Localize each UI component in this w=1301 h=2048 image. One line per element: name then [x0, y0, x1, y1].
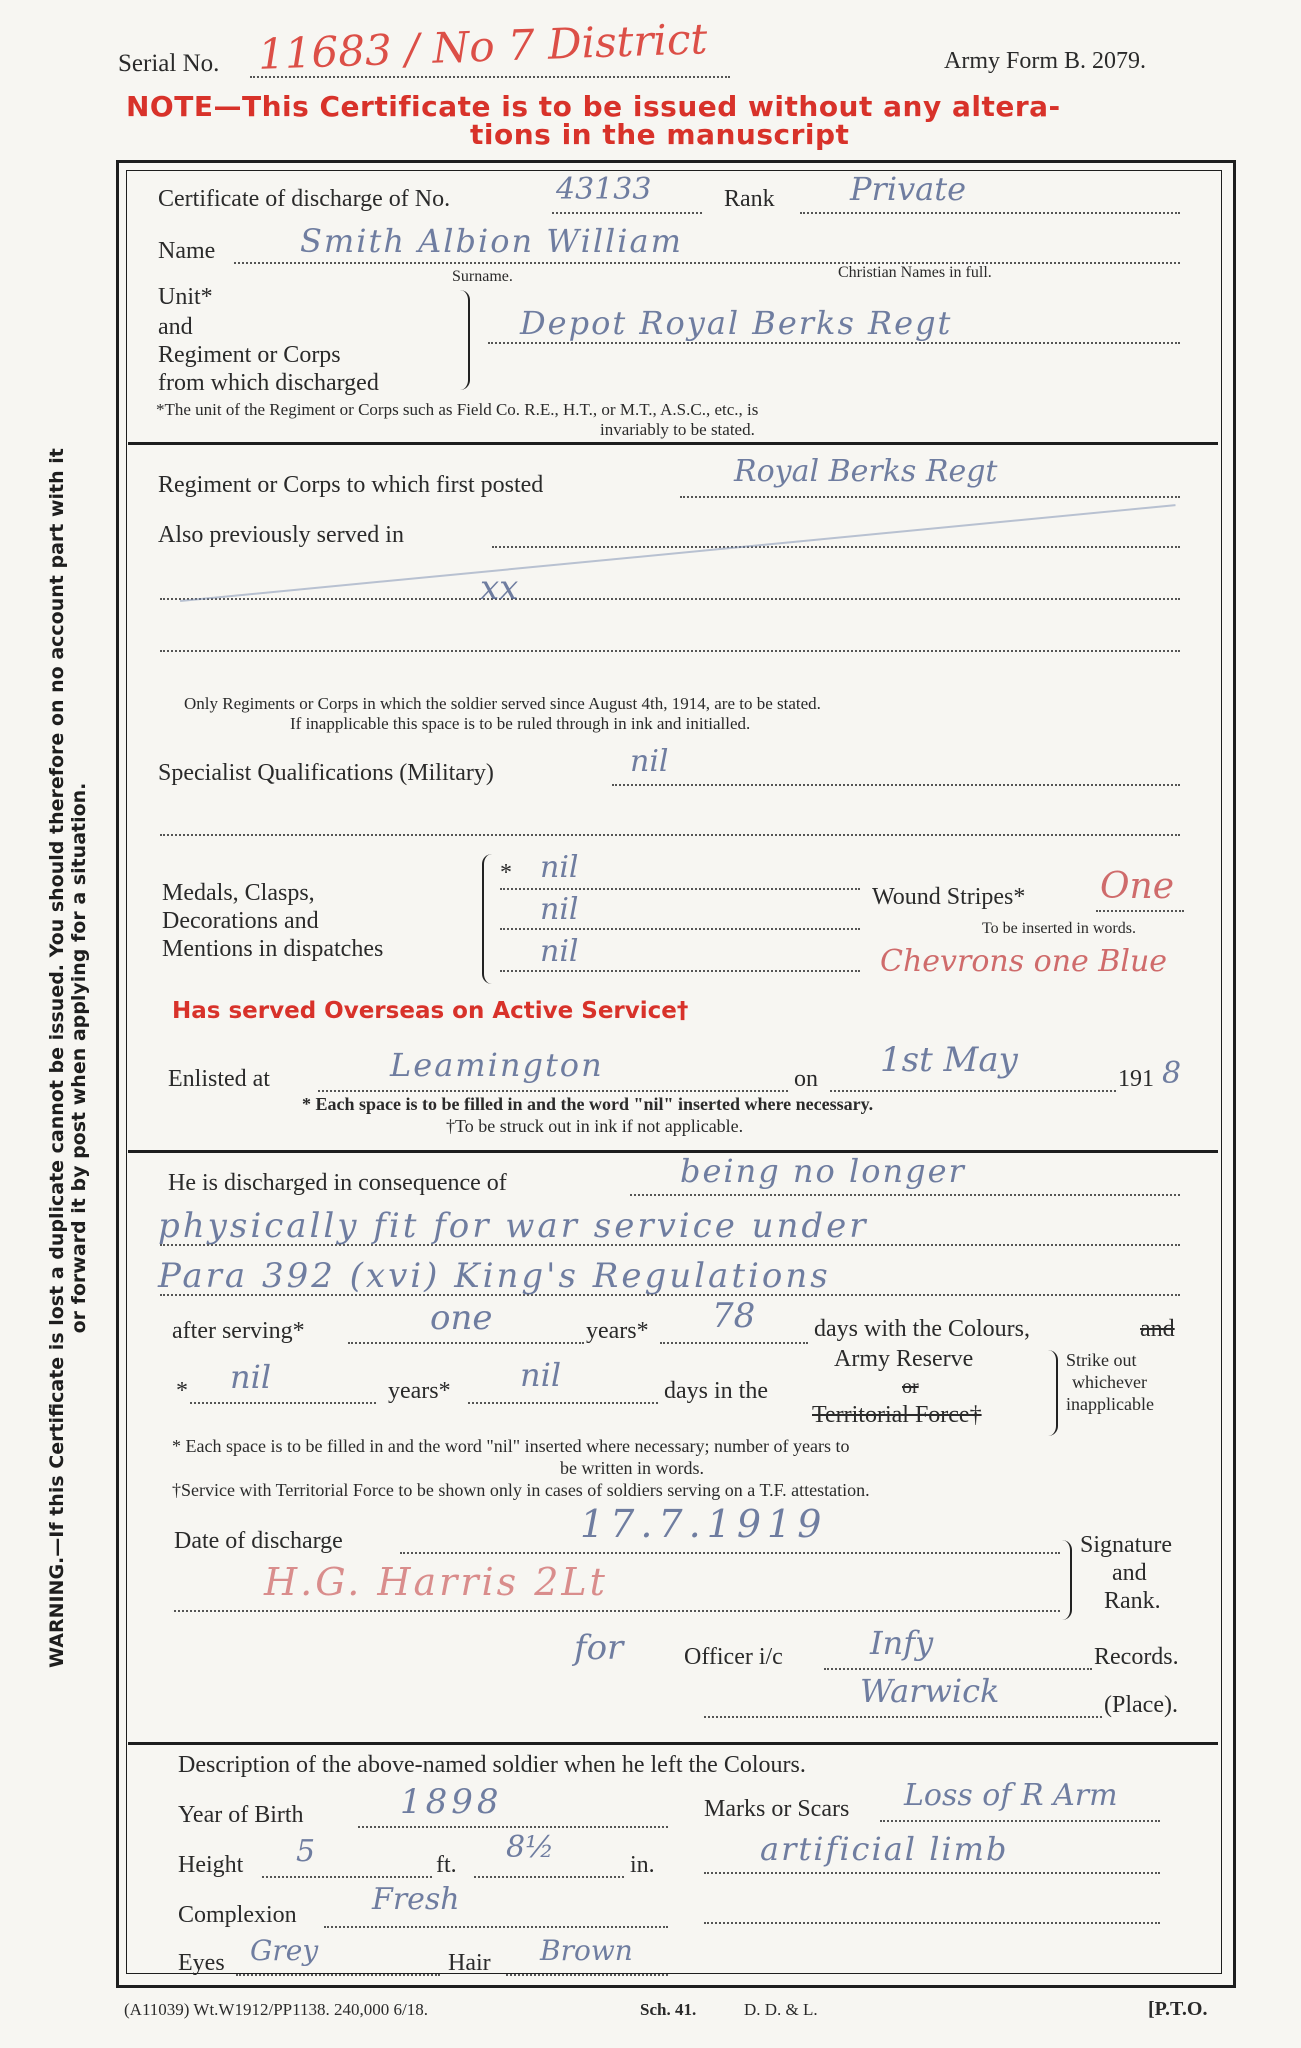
unit-label-2: and [158, 314, 193, 340]
officer-label: Officer i/c [684, 1644, 783, 1670]
service-note-1: * Each space is to be filled in and the word "nil" inserted where necessary; number of years to [172, 1436, 850, 1456]
army-reserve-label: Army Reserve [834, 1346, 974, 1372]
form-id: Army Form B. 2079. [944, 48, 1147, 74]
cert-no-dots [552, 212, 702, 214]
first-posted-dots [680, 496, 1180, 498]
side-warning-line-1: WARNING.—If this Certificate is lost a duplicate cannot be issued. You should therefore on no account part with it [46, 448, 68, 1668]
eyes-dots [236, 1974, 440, 1976]
territorial-force-label: Territorial Force† [812, 1402, 982, 1428]
pto-label: [P.T.O. [1148, 1998, 1208, 2020]
hair-dots [506, 1974, 668, 1976]
marks-line-2: artificial limb [760, 1830, 1009, 1868]
discharged-label: He is discharged in consequence of [168, 1170, 507, 1196]
complexion-label: Complexion [178, 1902, 297, 1928]
enlisted-date: 1st May [880, 1040, 1018, 1080]
chevrons-value: Chevrons one Blue [880, 944, 1168, 979]
officer-value: Infy [870, 1624, 934, 1662]
birth-dots [358, 1826, 668, 1828]
hair-label: Hair [448, 1950, 491, 1976]
unit-value: Depot Royal Berks Regt [520, 304, 953, 342]
eyes-label: Eyes [178, 1950, 225, 1976]
serving-days: 78 [712, 1296, 756, 1336]
service-note-3: †Service with Territorial Force to be shown only in cases of soldiers serving on a T.F. attestation. [172, 1480, 870, 1500]
regiments-note-2: If inapplicable this space is to be ruled through in ink and initialled. [290, 714, 751, 733]
height-ft: 5 [296, 1834, 316, 1869]
medals-bracket [482, 854, 496, 984]
christian-caption: Christian Names in full. [838, 264, 992, 281]
date-dots [400, 1552, 1060, 1554]
printer-code: D. D. & L. [744, 2000, 818, 2019]
name-dots [234, 262, 1180, 264]
divider-2 [128, 1150, 1218, 1153]
prev-served-dots-2 [160, 598, 1180, 600]
schedule-code: Sch. 41. [640, 2000, 697, 2019]
side-warning [46, 158, 90, 1958]
birth-value: 1898 [400, 1782, 503, 1822]
specialist-value: nil [630, 744, 669, 779]
wound-dots [1096, 910, 1184, 912]
signature-caption-2: and [1112, 1560, 1147, 1586]
signature-value: H.G. Harris 2Lt [264, 1560, 608, 1604]
medal-dots-1 [500, 888, 860, 890]
strike-bracket [1044, 1350, 1058, 1436]
marks-label: Marks or Scars [704, 1796, 850, 1822]
specialist-dots-2 [160, 834, 1180, 836]
first-posted-value: Royal Berks Regt [734, 454, 998, 489]
place-value: Warwick [860, 1672, 1000, 1710]
specialist-dots-1 [612, 784, 1180, 786]
divider-1 [128, 442, 1218, 445]
reserve-days-dots [468, 1402, 658, 1404]
unit-label-3: Regiment or Corps [158, 342, 341, 368]
side-warning-line-2: or forward it by post when applying for a situation. [68, 782, 90, 1334]
enlisted-date-dots [830, 1090, 1116, 1092]
days-in-label: days in the [664, 1378, 768, 1404]
or-label: or [902, 1376, 919, 1398]
note-line-1: NOTE—This Certificate is to be issued without any altera- [126, 90, 1061, 123]
date-discharge-label: Date of discharge [174, 1528, 343, 1554]
signature-caption-1: Signature [1080, 1532, 1172, 1558]
height-in-dots [474, 1876, 624, 1878]
marks-line-1: Loss of R Arm [904, 1778, 1118, 1813]
height-label: Height [178, 1852, 244, 1878]
unit-label-4: from which discharged [158, 370, 379, 396]
enlisted-place: Leamington [390, 1046, 604, 1084]
ft-label: ft. [436, 1852, 457, 1878]
reserve-years: nil [230, 1358, 272, 1396]
print-code: (A11039) Wt.W1912/PP1138. 240,000 6/18. [124, 2000, 428, 2019]
marks-dots-2 [704, 1872, 1160, 1874]
complexion-value: Fresh [372, 1882, 460, 1917]
rank-value: Private [850, 170, 967, 208]
prev-served-dots-3 [160, 650, 1180, 652]
serial-value: 11683 / No 7 District [257, 14, 709, 79]
fill-note-2: †To be struck out in ink if not applicable. [446, 1116, 744, 1136]
marks-dots-1 [880, 1820, 1160, 1822]
first-posted-label: Regiment or Corps to which first posted [158, 472, 544, 498]
reserve-years-label: years* [388, 1378, 451, 1404]
reason-line-2: physically fit for war service under [158, 1206, 869, 1246]
enlisted-place-dots [318, 1090, 788, 1092]
medal-entry-1: nil [540, 850, 579, 885]
specialist-label: Specialist Qualifications (Military) [158, 760, 494, 786]
fill-note-1: * Each space is to be filled in and the word "nil" inserted where necessary. [302, 1094, 874, 1114]
place-label: (Place). [1104, 1692, 1178, 1718]
reason-line-3: Para 392 (xvi) King's Regulations [158, 1256, 831, 1296]
year-prefix: 191 [1118, 1066, 1154, 1092]
unit-bracket [456, 290, 470, 390]
wound-note: To be inserted in words. [982, 920, 1136, 937]
for-value: for [574, 1628, 624, 1668]
eyes-value: Grey [250, 1934, 319, 1967]
serving-years: one [430, 1298, 493, 1338]
medal-dots-2 [500, 928, 860, 930]
name-value: Smith Albion William [300, 222, 683, 260]
name-label: Name [158, 238, 216, 264]
strike-line-2: whichever [1072, 1372, 1147, 1392]
officer-dots [824, 1668, 1092, 1670]
rank-dots [800, 212, 1180, 214]
reserve-years-dots [190, 1402, 376, 1404]
medal-dots-3 [500, 970, 860, 972]
years-label: years* [586, 1318, 649, 1344]
enlisted-label: Enlisted at [168, 1066, 270, 1092]
after-serving-label: after serving* [172, 1318, 305, 1344]
medal-entry-3: nil [540, 934, 579, 969]
wound-value: One [1100, 866, 1175, 907]
medal-star: * [500, 860, 512, 886]
surname-caption: Surname. [452, 268, 513, 285]
unit-dots [488, 342, 1180, 344]
and-label: and [1140, 1316, 1175, 1342]
strike-line-1: Strike out [1066, 1350, 1137, 1370]
rank-label: Rank [724, 186, 775, 212]
reason-dots-2 [160, 1244, 1180, 1246]
signature-bracket [1058, 1540, 1072, 1620]
cert-no-value: 43133 [556, 172, 652, 207]
signature-caption-3: Rank. [1104, 1588, 1161, 1614]
reserve-star: * [176, 1378, 188, 1404]
signature-dots [174, 1610, 1060, 1612]
discharged-dots [630, 1194, 1180, 1196]
prev-served-label: Also previously served in [158, 522, 404, 548]
marks-dots-3 [704, 1922, 1160, 1924]
cert-no-label: Certificate of discharge of No. [158, 186, 451, 212]
unit-note-1: *The unit of the Regiment or Corps such as Field Co. R.E., H.T., or M.T., A.S.C., etc., is [156, 400, 759, 419]
reserve-days: nil [520, 1356, 562, 1394]
prev-served-value: xx [480, 568, 519, 608]
serial-label: Serial No. [118, 50, 220, 77]
birth-label: Year of Birth [178, 1802, 304, 1828]
medal-entry-2: nil [540, 892, 579, 927]
on-label: on [794, 1066, 818, 1092]
strike-line-3: inapplicable [1066, 1394, 1154, 1414]
year-suffix: 8 [1162, 1056, 1182, 1091]
divider-3 [128, 1742, 1218, 1745]
place-dots [704, 1716, 1102, 1718]
medals-label-1: Medals, Clasps, [162, 880, 315, 906]
days-colours-label: days with the Colours, [814, 1316, 1030, 1342]
reason-dots-3 [160, 1294, 1180, 1296]
in-label: in. [630, 1852, 655, 1878]
height-in: 8½ [506, 1830, 555, 1865]
medals-label-3: Mentions in dispatches [162, 936, 384, 962]
height-ft-dots [262, 1876, 432, 1878]
hair-value: Brown [540, 1934, 633, 1967]
complexion-dots [324, 1926, 668, 1928]
service-note-2: be written in words. [560, 1458, 704, 1478]
unit-label-1: Unit* [158, 284, 213, 310]
serving-years-dots [348, 1342, 584, 1344]
prev-served-dots-1 [492, 546, 1180, 548]
inner-border [126, 170, 1222, 1974]
wound-label: Wound Stripes* [872, 884, 1026, 910]
note-line-2: tions in the manuscript [470, 118, 850, 151]
reason-line-1: being no longer [680, 1152, 966, 1190]
overseas-label: Has served Overseas on Active Service† [172, 998, 689, 1024]
regiments-note-1: Only Regiments or Corps in which the soldier served since August 4th, 1914, are to be stated. [184, 694, 821, 713]
records-label: Records. [1094, 1644, 1179, 1670]
date-discharge-value: 17.7.1919 [580, 1502, 828, 1546]
description-label: Description of the above-named soldier when he left the Colours. [178, 1752, 806, 1778]
serving-days-dots [660, 1342, 808, 1344]
medals-label-2: Decorations and [162, 908, 319, 934]
unit-note-2: invariably to be stated. [600, 420, 755, 439]
